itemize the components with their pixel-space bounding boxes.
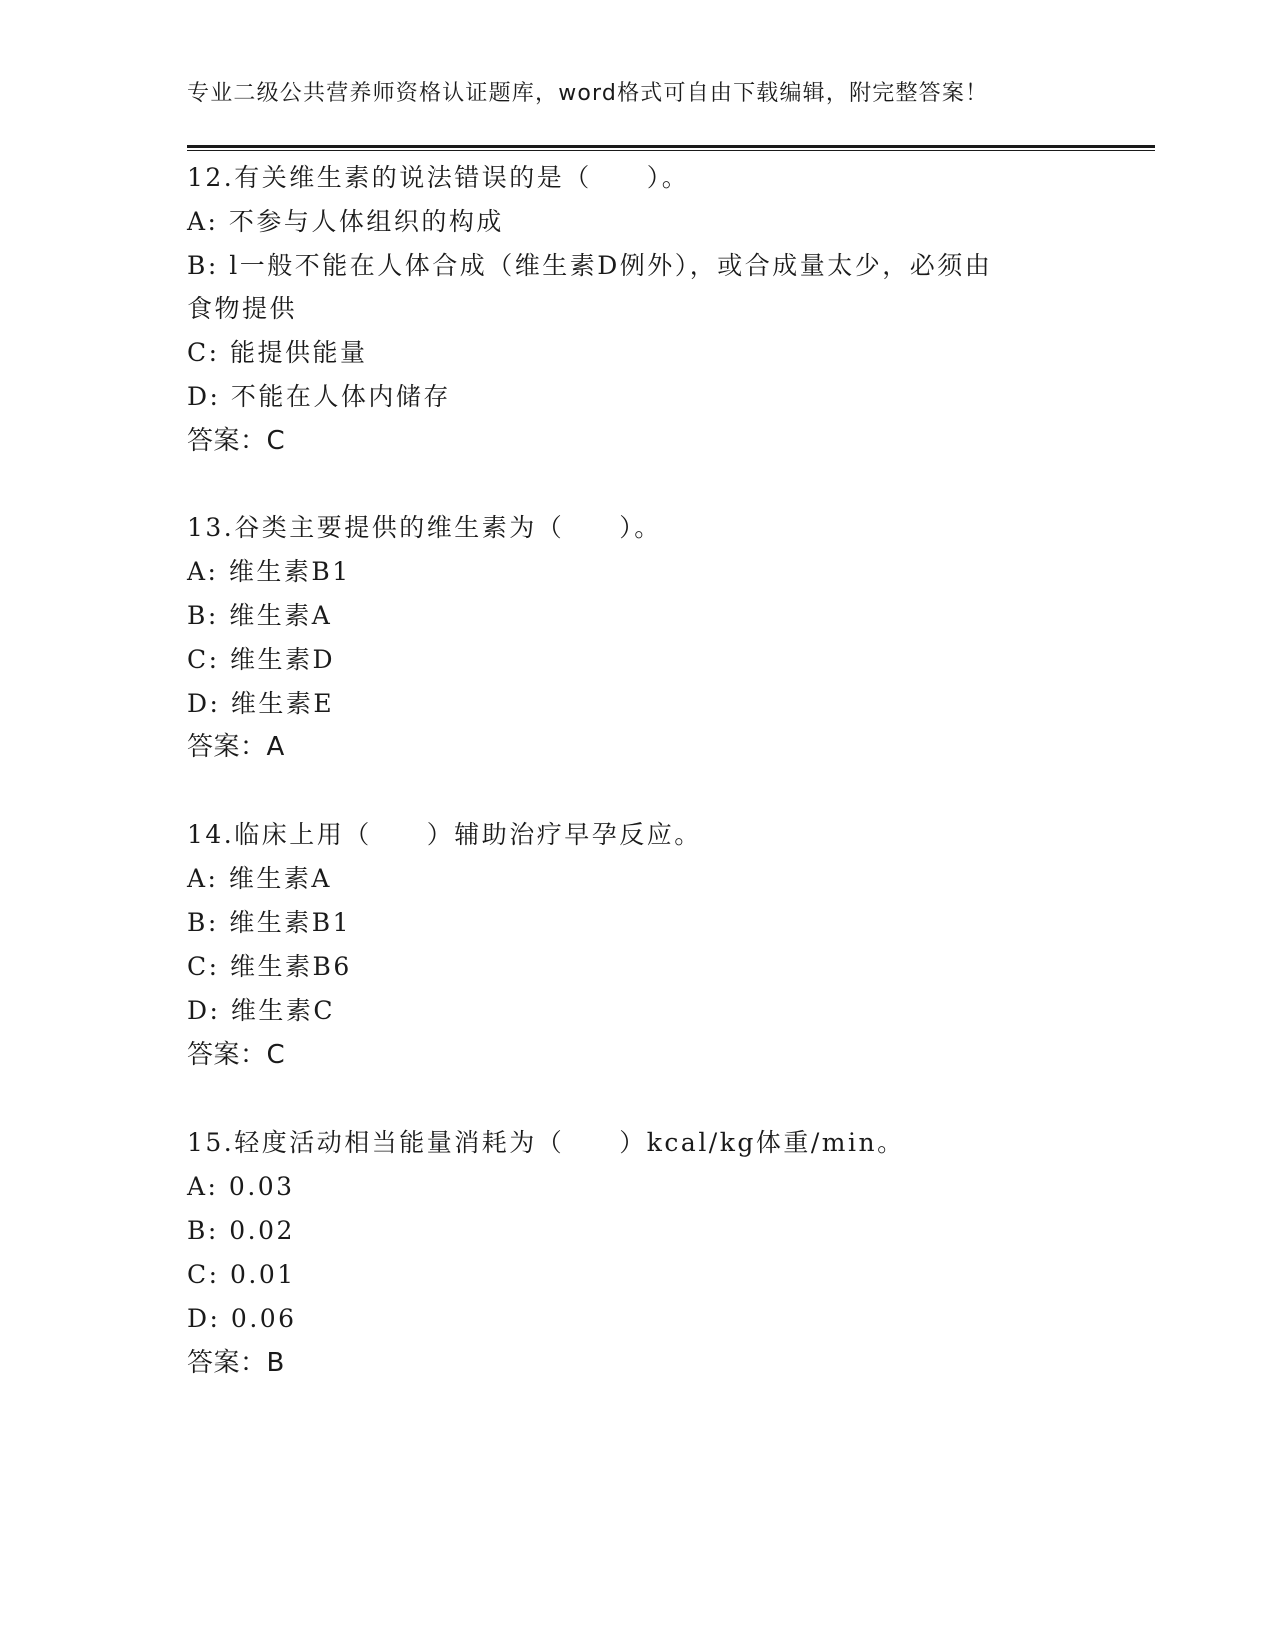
question-13-option-c: C: 维生素D — [187, 645, 336, 674]
header-divider-thin — [187, 150, 1155, 151]
question-13-answer: 答案：A — [187, 732, 285, 762]
question-12-option-a: A: 不参与人体组织的构成 — [187, 207, 504, 236]
question-13-stem: 13.谷类主要提供的维生素为（ ）。 — [187, 513, 662, 542]
question-12-stem: 12.有关维生素的说法错误的是（ ）。 — [187, 163, 690, 192]
question-12-option-b: B: l一般不能在人体合成（维生素D例外），或合成量太少，必须由 — [187, 251, 993, 280]
header-divider-thick — [187, 145, 1155, 148]
question-14-option-c: C: 维生素B6 — [187, 952, 352, 981]
question-15-stem: 15.轻度活动相当能量消耗为（ ）kcal/kg体重/min。 — [187, 1128, 905, 1157]
question-15-answer: 答案：B — [187, 1348, 285, 1378]
question-14-option-b: B: 维生素B1 — [187, 908, 352, 937]
question-12-option-b-continued: 食物提供 — [187, 294, 298, 323]
question-15-option-a: A: 0.03 — [187, 1172, 295, 1201]
question-15-option-c: C: 0.01 — [187, 1260, 296, 1289]
question-13-option-d: D: 维生素E — [187, 689, 335, 718]
question-15-option-b: B: 0.02 — [187, 1216, 295, 1245]
question-15-option-d: D: 0.06 — [187, 1304, 297, 1333]
question-12-option-d: D: 不能在人体内储存 — [187, 382, 451, 411]
question-12-answer: 答案：C — [187, 426, 286, 456]
question-14-answer: 答案：C — [187, 1040, 286, 1070]
page-header: 专业二级公共营养师资格认证题库，word格式可自由下载编辑，附完整答案！ — [187, 81, 989, 106]
question-12-option-c: C: 能提供能量 — [187, 338, 368, 367]
question-14-option-a: A: 维生素A — [187, 864, 332, 893]
question-14-option-d: D: 维生素C — [187, 996, 336, 1025]
question-13-option-a: A: 维生素B1 — [187, 557, 351, 586]
question-14-stem: 14.临床上用（ ）辅助治疗早孕反应。 — [187, 820, 702, 849]
question-13-option-b: B: 维生素A — [187, 601, 333, 630]
